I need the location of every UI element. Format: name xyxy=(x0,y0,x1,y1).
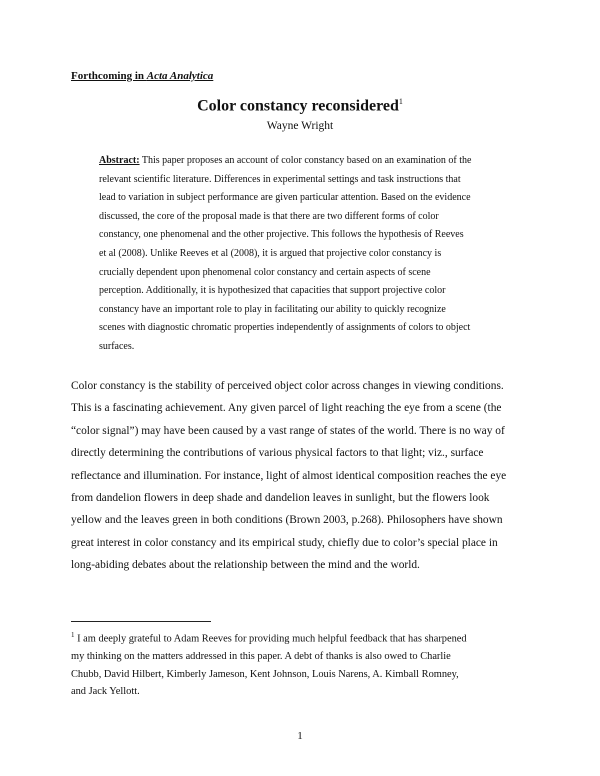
body-paragraph xyxy=(71,375,531,577)
footnote-line: and Jack Yellott. xyxy=(71,686,140,698)
body-line: yellow and the leaves green in both conditions (Brown 2003, p.268). Philosophers have shown xyxy=(71,514,503,527)
abstract-line-text: This paper proposes an account of color constancy based on an examination of the xyxy=(139,155,472,166)
abstract-line: relevant scientific literature. Differences in experimental settings and task instructions that xyxy=(99,173,461,185)
title-footnote-mark: 1 xyxy=(398,97,403,106)
abstract-line: discussed, the core of the proposal made is that there are two different forms of color xyxy=(99,210,439,222)
forthcoming-prefix: Forthcoming in xyxy=(71,70,147,82)
abstract-line: et al (2008). Unlike Reeves et al (2008), it is argued that projective color constancy is xyxy=(99,247,442,259)
abstract-line: perception. Additionally, it is hypothesized that capacities that support projective color xyxy=(99,285,446,297)
footnote-line: my thinking on the matters addressed in this paper. A debt of thanks is also owed to Charlie xyxy=(71,651,451,663)
body-line: long-abiding debates about the relationship between the mind and the world. xyxy=(71,559,420,572)
abstract-line: constancy have an important role to play in facilitating our ability to quickly recognize xyxy=(99,303,446,315)
footnote xyxy=(71,627,531,701)
forthcoming-note xyxy=(71,70,213,82)
footnote-mark: 1 xyxy=(71,631,75,639)
footnote-line: Chubb, David Hilbert, Kimberly Jameson, Kent Johnson, Louis Narens, A. Kimball Romney, xyxy=(71,668,459,680)
abstract-line: lead to variation in subject performance are given particular attention. Based on the evidence xyxy=(99,192,471,204)
journal-name: Acta Analytica xyxy=(146,70,214,82)
footnote-line xyxy=(71,627,531,648)
footnote-rule xyxy=(71,621,211,622)
body-line: reflectance and illumination. For instance, light of almost identical composition reaches the eye xyxy=(71,469,507,482)
body-line: great interest in color constancy and its empirical study, chiefly due to color’s special place in xyxy=(71,536,498,549)
abstract-label: Abstract: xyxy=(99,155,140,166)
abstract xyxy=(99,152,514,357)
paper-title-text: Color constancy reconsidered xyxy=(197,97,399,115)
abstract-line: surfaces. xyxy=(99,340,135,352)
author-name: Wayne Wright xyxy=(266,120,334,132)
abstract-line: scenes with diagnostic chromatic properties independently of assignments of colors to object xyxy=(99,322,471,334)
body-line: “color signal”) may have been caused by a vast range of states of the world. There is no way of xyxy=(71,424,505,437)
body-line: from dandelion flowers in deep shade and dandelion leaves in sunlight, but the flowers look xyxy=(71,492,490,505)
body-line: This is a fascinating achievement. Any given parcel of light reaching the eye from a scene (the xyxy=(71,402,502,415)
page-number: 1 xyxy=(297,730,303,742)
abstract-line: crucially dependent upon phenomenal color constancy and certain aspects of scene xyxy=(99,266,431,278)
footnote-line-text: I am deeply grateful to Adam Reeves for providing much helpful feedback that has sharpened xyxy=(74,633,467,645)
abstract-line xyxy=(99,152,514,171)
abstract-line: constancy, one phenomenal and the other projective. This follows the hypothesis of Reeves xyxy=(99,229,464,241)
body-line: directly determining the contributions of various physical factors to that light; viz., surface xyxy=(71,447,484,460)
paper-title xyxy=(0,97,600,115)
body-line: Color constancy is the stability of perceived object color across changes in viewing conditions. xyxy=(71,380,504,392)
